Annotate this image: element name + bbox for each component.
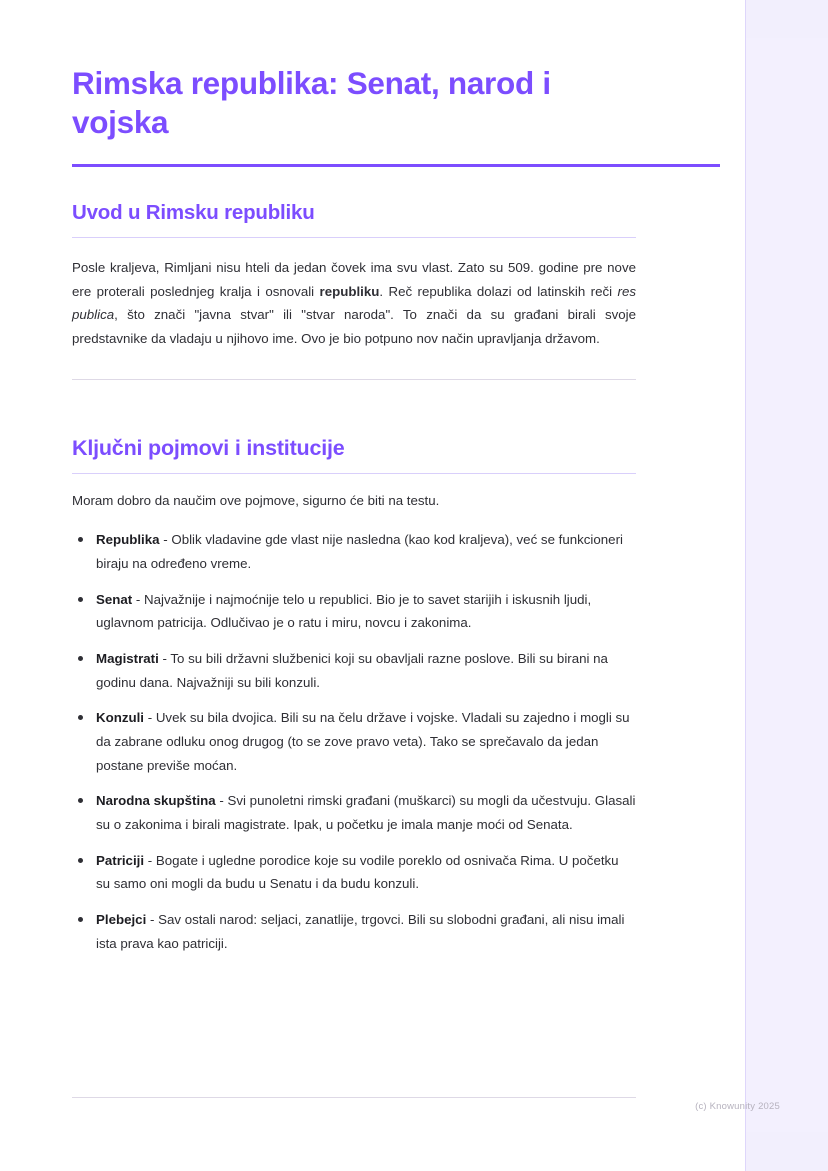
study-note: Moram dobro da naučim ove pojmove, sigurno će biti na testu. xyxy=(72,492,440,508)
section-heading-terms: Ključni pojmovi i institucije xyxy=(72,435,345,460)
footer-divider xyxy=(72,1097,636,1098)
decorative-right-band-inner xyxy=(746,38,828,1132)
term-definition: - Uvek su bila dvojica. Bili su na čelu države i vojske. Vladali su zajedno i mogli su da zabrane odluku onog drugog (to se zove pravo veta). Tako se sprečavalo da jedan postane previše moćan. xyxy=(96,710,630,773)
section-divider-terms xyxy=(72,473,636,474)
term-definition: - Sav ostali narod: seljaci, zanatlije, trgovci. Bili su slobodni građani, ali nisu imali ista prava kao patriciji. xyxy=(96,911,625,951)
page-title: Rimska republika: Senat, narod i vojska xyxy=(72,65,551,141)
term-label: Konzuli xyxy=(96,710,145,726)
term-definition: - Svi punoletni rimski građani (muškarci) su mogli da učestvuju. Glasali su o zakonima i birali magistrate. Ipak, u početku je imala manje moći od Senata. xyxy=(96,793,636,832)
intro-text-3: , što znači "javna stvar" ili "stvar naroda". To znači da su građani birali svoje predstavnike da vladaju u njihovo ime. Ovo je bio potpuno nov način upravljanja državom. xyxy=(72,307,636,347)
term-definition: - Najvažnije i najmoćnije telo u republici. Bio je to savet starijih i iskusnih ljudi, uglavnom patricija. Odlučivao je o ratu i miru, novcu i zakonima. xyxy=(96,591,592,631)
list-item xyxy=(72,647,636,694)
intro-paragraph xyxy=(72,256,636,351)
decorative-right-band xyxy=(745,0,828,1171)
term-label: Senat xyxy=(96,591,133,607)
intro-italic-res-publica: res publica xyxy=(72,283,636,323)
section-heading-intro: Uvod u Rimsku republiku xyxy=(72,201,315,225)
list-item xyxy=(72,528,636,575)
term-definition: - To su bili državni službenici koji su obavljali razne poslove. Bili su birani na godinu dana. Najvažniji su bili konzuli. xyxy=(96,650,608,690)
footer-copyright: (c) Knowunity 2025 xyxy=(695,1101,780,1112)
term-definition: - Bogate i ugledne porodice koje su vodile poreklo od osnivača Rima. U početku su samo oni mogli da budu u Senatu i da budu konzuli. xyxy=(96,852,619,892)
term-label: Republika xyxy=(96,532,160,548)
term-label: Patriciji xyxy=(96,852,145,868)
term-definition: - Oblik vladavine gde vlast nije nasledna (kao kod kraljeva), već se funkcioneri biraju na određeno vreme. xyxy=(96,532,623,571)
intro-text-1: Posle kraljeva, Rimljani nisu hteli da jedan čovek ima svu vlast. Zato su 509. godine pre nove ere proterali poslednjeg kralja i osnovali xyxy=(72,260,636,299)
list-item xyxy=(72,706,636,777)
term-list xyxy=(72,528,636,955)
intro-bold-republiku: republiku xyxy=(319,283,380,299)
document-content xyxy=(72,64,636,967)
term-label: Narodna skupština xyxy=(96,793,216,809)
term-label: Plebejci xyxy=(96,911,147,927)
section-divider-intro xyxy=(72,237,636,238)
section-separator xyxy=(72,379,636,380)
intro-text-2: . Reč republika dolazi od latinskih reči xyxy=(379,283,618,299)
term-label: Magistrati xyxy=(96,650,159,666)
list-item xyxy=(72,588,636,635)
list-item xyxy=(72,789,636,836)
list-item xyxy=(72,908,636,955)
list-item xyxy=(72,849,636,896)
title-divider xyxy=(72,164,720,167)
